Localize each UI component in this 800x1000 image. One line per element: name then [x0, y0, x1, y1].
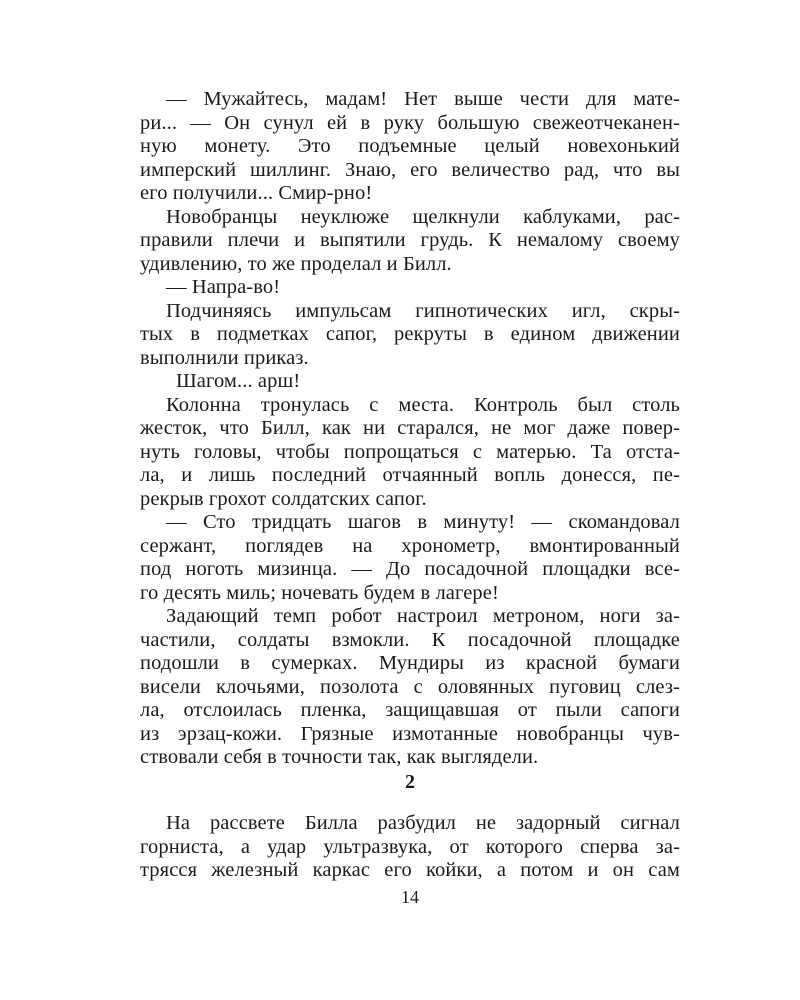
text-line: На рассвете Билла разбудил не задорный сигнал — [166, 812, 680, 834]
text-line: Шагом... арш! — [176, 370, 301, 392]
text-line: удивлению, то же проделал и Билл. — [140, 252, 452, 275]
text-line: правили плечи и выпятили грудь. К немалому своему — [140, 229, 680, 251]
text-line: трясся железный каркас его койки, а потом и он сам — [140, 859, 680, 881]
text-line: Колонна тронулась с места. Контроль был столь — [166, 393, 680, 416]
text-line: нуть головы, чтобы попрощаться с матерью. Та отста- — [140, 440, 680, 463]
text-line: ла, отслоилась пленка, защищавшая от пыли сапоги — [140, 699, 680, 721]
text-line: ла, и лишь последний отчаянный вопль донесся, пе- — [140, 464, 680, 486]
text-line: висели клочьями, позолота с оловянных пуговиц слез- — [140, 675, 680, 698]
text-line: — Мужайтесь, мадам! Нет выше чести для мате- — [166, 88, 680, 110]
text-line: го десять миль; ночевать будем в лагере! — [140, 581, 499, 604]
text-block-main — [140, 88, 680, 770]
text-line: Задающий темп робот настроил метроном, ноги за- — [166, 605, 680, 627]
text-line: Подчиняясь импульсам гипнотических игл, скры- — [166, 299, 680, 322]
text-line: выполнили приказ. — [140, 346, 309, 369]
text-line: имперский шиллинг. Знаю, его величество рад, что вы — [140, 158, 680, 181]
text-line: ную монету. Это подъемные целый новехонький — [140, 135, 680, 157]
chapter-number: 2 — [405, 771, 415, 793]
text-line: — Напра-во! — [166, 276, 281, 298]
text-line: рекрыв грохот солдатских сапог. — [140, 487, 427, 510]
text-line: ствовали себя в точности так, как выглядели. — [140, 746, 539, 768]
text-line: его получили... Смир-рно! — [140, 182, 373, 204]
text-line: подошли в сумерках. Мундиры из красной бумаги — [140, 652, 680, 674]
text-line: частили, солдаты взмокли. К посадочной площадке — [140, 628, 680, 651]
text-line: горниста, а удар ультразвука, от которого сперва за- — [140, 835, 680, 858]
text-line: под ноготь мизинца. — До посадочной площадки все- — [140, 558, 680, 580]
text-block-chapter-start — [140, 812, 680, 883]
text-line: жесток, что Билл, как ни старался, не мог даже повер- — [140, 417, 680, 439]
text-line: ри... — Он сунул ей в руку большую свежеотчеканен- — [140, 111, 680, 134]
page-number: 14 — [401, 887, 419, 907]
text-line: сержант, поглядев на хронометр, вмонтированный — [140, 534, 680, 557]
text-line: из эрзац-кожи. Грязные измотанные новобранцы чув- — [140, 722, 680, 745]
text-line: — Сто тридцать шагов в минуту! — скомандовал — [166, 511, 680, 533]
text-line: тых в подметках сапог, рекруты в едином движении — [140, 323, 680, 345]
text-line: Новобранцы неуклюже щелкнули каблуками, рас- — [166, 205, 680, 228]
